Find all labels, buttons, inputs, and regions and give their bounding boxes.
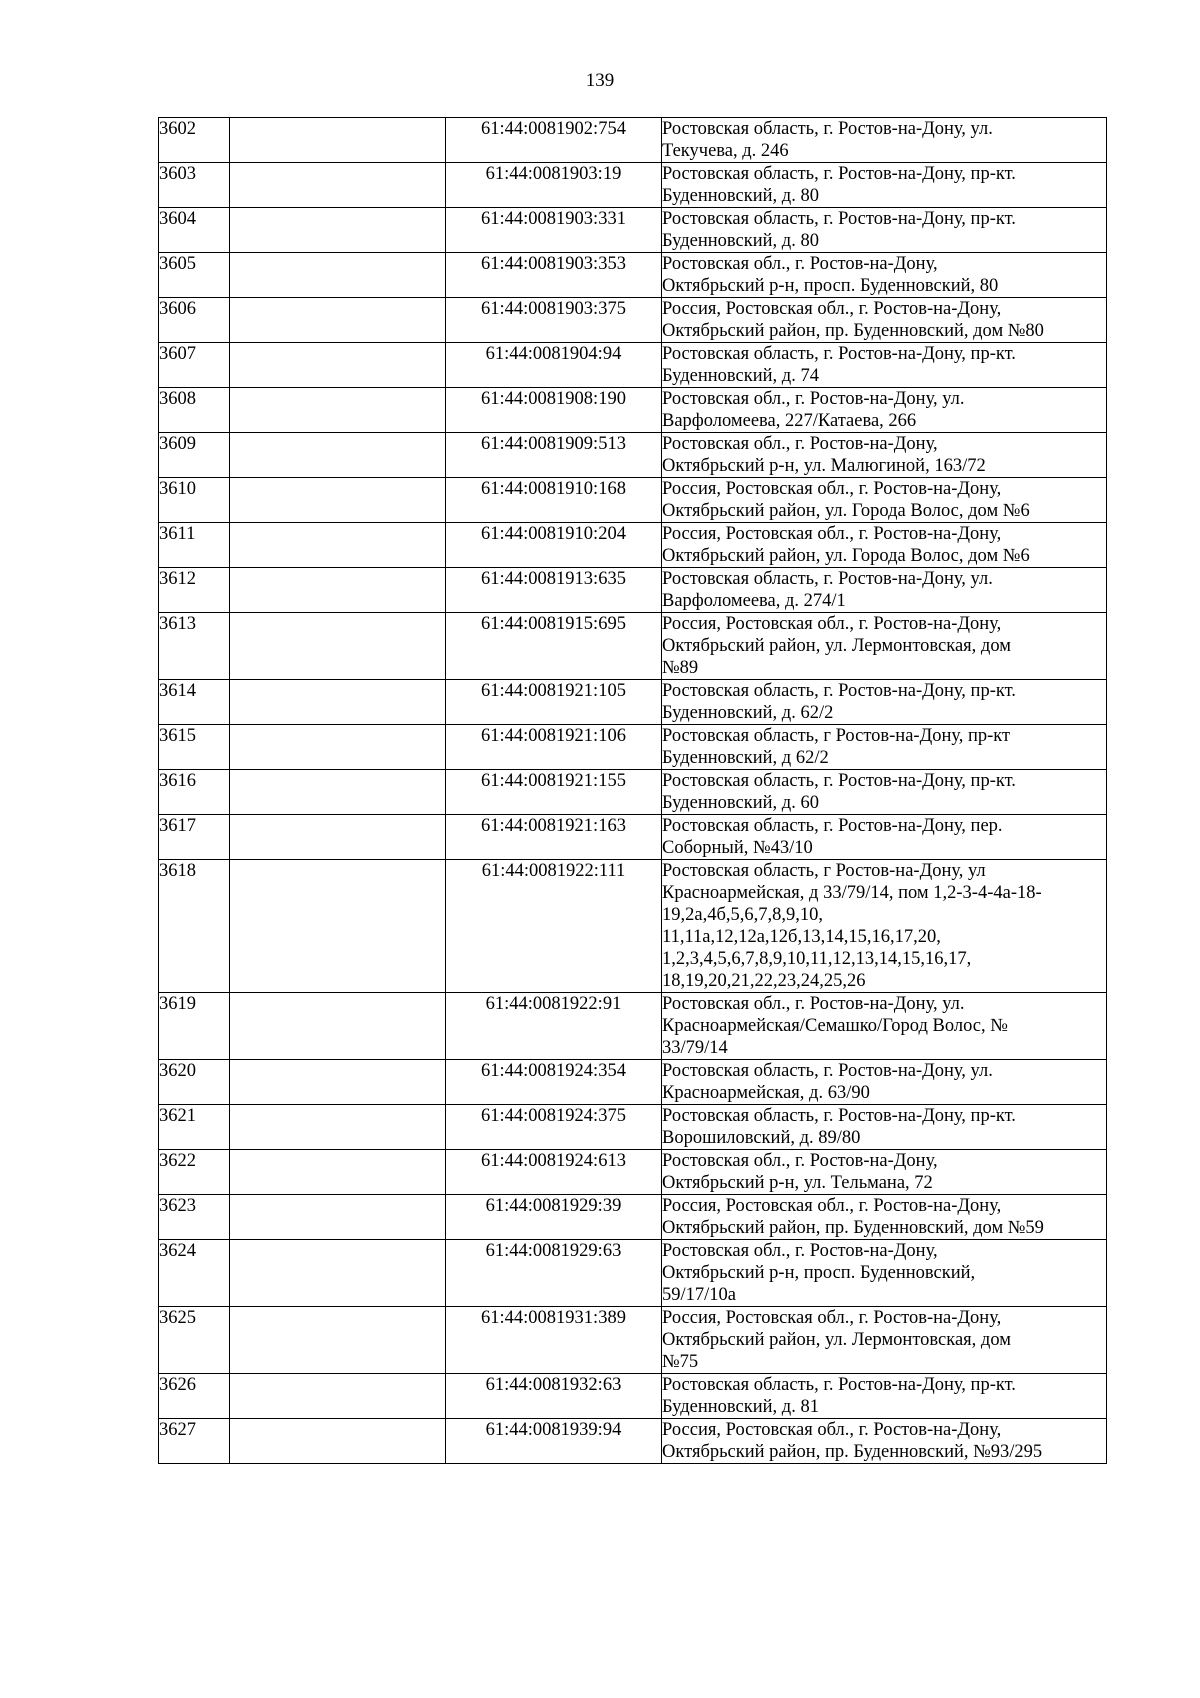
address-line: Буденновский, д. 60 — [662, 793, 819, 813]
address-line: №89 — [662, 658, 699, 678]
empty-cell — [230, 1195, 446, 1240]
address-line: Текучева, д. 246 — [662, 141, 789, 161]
cadastral-number: 61:44:0081931:389 — [446, 1307, 662, 1374]
table-row — [159, 1105, 1107, 1150]
empty-cell — [230, 770, 446, 815]
address-line: 33/79/14 — [662, 1038, 728, 1058]
cadastral-number: 61:44:0081921:155 — [446, 770, 662, 815]
address-line: Буденновский, д. 62/2 — [662, 703, 834, 723]
cadastral-number: 61:44:0081921:163 — [446, 815, 662, 860]
address-cell — [662, 298, 1107, 343]
row-number: 3604 — [159, 208, 230, 253]
cadastral-number: 61:44:0081929:39 — [446, 1195, 662, 1240]
address-line: Октябрьский район, ул. Лермонтовская, дом — [662, 1330, 1011, 1350]
address-line: Ростовская обл., г. Ростов-на-Дону, — [662, 1151, 938, 1171]
table-row — [159, 523, 1107, 568]
address-cell — [662, 993, 1107, 1060]
empty-cell — [230, 1307, 446, 1374]
empty-cell — [230, 478, 446, 523]
address-cell — [662, 523, 1107, 568]
row-number: 3605 — [159, 253, 230, 298]
row-number: 3617 — [159, 815, 230, 860]
row-number: 3612 — [159, 568, 230, 613]
address-cell — [662, 568, 1107, 613]
address-line: Россия, Ростовская обл., г. Ростов-на-Дону, — [662, 1196, 1002, 1216]
address-line: Ворошиловский, д. 89/80 — [662, 1128, 861, 1148]
address-line: Красноармейская, д. 63/90 — [662, 1083, 870, 1103]
address-line: Ростовская область, г. Ростов-на-Дону, ул. — [662, 1061, 993, 1081]
address-line: Буденновский, д 62/2 — [662, 748, 829, 768]
address-line: Октябрьский район, пр. Буденновский, дом №59 — [662, 1218, 1044, 1238]
cadastral-number: 61:44:0081903:19 — [446, 163, 662, 208]
row-number: 3607 — [159, 343, 230, 388]
address-cell — [662, 815, 1107, 860]
address-line: Ростовская обл., г. Ростов-на-Дону, — [662, 1241, 938, 1261]
address-cell — [662, 1060, 1107, 1105]
table-row — [159, 568, 1107, 613]
table-body — [159, 118, 1107, 1464]
address-line: Ростовская область, г. Ростов-на-Дону, ул. — [662, 569, 993, 589]
cadastral-number: 61:44:0081932:63 — [446, 1374, 662, 1419]
address-cell — [662, 1374, 1107, 1419]
address-cell — [662, 1150, 1107, 1195]
address-line: Октябрьский р-н, просп. Буденновский, 80 — [662, 276, 999, 296]
address-cell — [662, 613, 1107, 680]
table-row — [159, 680, 1107, 725]
address-line: 18,19,20,21,22,23,24,25,26 — [662, 971, 866, 991]
cadastral-number: 61:44:0081908:190 — [446, 388, 662, 433]
row-number: 3608 — [159, 388, 230, 433]
address-cell — [662, 478, 1107, 523]
cadastral-number: 61:44:0081904:94 — [446, 343, 662, 388]
address-line: Ростовская область, г Ростов-на-Дону, пр-кт — [662, 726, 1011, 746]
address-line: Ростовская обл., г. Ростов-на-Дону, ул. — [662, 994, 965, 1014]
address-line: Ростовская обл., г. Ростов-на-Дону, — [662, 434, 938, 454]
row-number: 3603 — [159, 163, 230, 208]
table-row — [159, 770, 1107, 815]
table-row — [159, 1240, 1107, 1307]
table-row — [159, 860, 1107, 993]
cadastral-number: 61:44:0081910:168 — [446, 478, 662, 523]
address-line: Россия, Ростовская обл., г. Ростов-на-Дону, — [662, 614, 1002, 634]
cadastral-number: 61:44:0081929:63 — [446, 1240, 662, 1307]
row-number: 3625 — [159, 1307, 230, 1374]
empty-cell — [230, 253, 446, 298]
empty-cell — [230, 208, 446, 253]
empty-cell — [230, 163, 446, 208]
table-row — [159, 388, 1107, 433]
table-row — [159, 1374, 1107, 1419]
address-line: 11,11а,12,12а,12б,13,14,15,16,17,20, — [662, 927, 941, 947]
row-number: 3616 — [159, 770, 230, 815]
row-number: 3621 — [159, 1105, 230, 1150]
address-line: Ростовская обл., г. Ростов-на-Дону, — [662, 254, 938, 274]
address-line: Россия, Ростовская обл., г. Ростов-на-Дону, — [662, 524, 1002, 544]
address-line: Ростовская область, г. Ростов-на-Дону, пр-кт. — [662, 344, 1016, 364]
address-line: Ростовская область, г. Ростов-на-Дону, ул. — [662, 119, 993, 139]
table-row — [159, 433, 1107, 478]
address-line: Ростовская область, г Ростов-на-Дону, ул — [662, 861, 986, 881]
cadastral-number: 61:44:0081913:635 — [446, 568, 662, 613]
cadastral-number: 61:44:0081903:353 — [446, 253, 662, 298]
row-number: 3614 — [159, 680, 230, 725]
address-line: 1,2,3,4,5,6,7,8,9,10,11,12,13,14,15,16,17, — [662, 949, 972, 969]
row-number: 3624 — [159, 1240, 230, 1307]
table-row — [159, 118, 1107, 163]
empty-cell — [230, 860, 446, 993]
row-number: 3620 — [159, 1060, 230, 1105]
empty-cell — [230, 523, 446, 568]
cadastral-number: 61:44:0081924:375 — [446, 1105, 662, 1150]
empty-cell — [230, 343, 446, 388]
empty-cell — [230, 1105, 446, 1150]
address-line: Ростовская область, г. Ростов-на-Дону, пр-кт. — [662, 1375, 1016, 1395]
address-line: Варфоломеева, д. 274/1 — [662, 591, 846, 611]
address-cell — [662, 725, 1107, 770]
address-line: Ростовская область, г. Ростов-на-Дону, пер. — [662, 816, 1003, 836]
address-line: Октябрьский район, ул. Лермонтовская, дом — [662, 636, 1011, 656]
cadastral-number: 61:44:0081924:354 — [446, 1060, 662, 1105]
empty-cell — [230, 815, 446, 860]
empty-cell — [230, 388, 446, 433]
row-number: 3618 — [159, 860, 230, 993]
row-number: 3619 — [159, 993, 230, 1060]
table-row — [159, 815, 1107, 860]
address-line: Буденновский, д. 80 — [662, 231, 819, 251]
row-number: 3626 — [159, 1374, 230, 1419]
table-row — [159, 725, 1107, 770]
address-line: Ростовская обл., г. Ростов-на-Дону, ул. — [662, 389, 965, 409]
empty-cell — [230, 1150, 446, 1195]
address-cell — [662, 208, 1107, 253]
cadastral-number: 61:44:0081922:91 — [446, 993, 662, 1060]
address-cell — [662, 860, 1107, 993]
address-line: Буденновский, д. 74 — [662, 366, 819, 386]
address-line: Буденновский, д. 81 — [662, 1397, 819, 1417]
cadastral-number: 61:44:0081915:695 — [446, 613, 662, 680]
address-line: Соборный, №43/10 — [662, 838, 813, 858]
address-cell — [662, 1105, 1107, 1150]
empty-cell — [230, 568, 446, 613]
empty-cell — [230, 1060, 446, 1105]
address-cell — [662, 680, 1107, 725]
address-line: Россия, Ростовская обл., г. Ростов-на-Дону, — [662, 299, 1002, 319]
cadastral-number: 61:44:0081909:513 — [446, 433, 662, 478]
address-cell — [662, 253, 1107, 298]
empty-cell — [230, 725, 446, 770]
address-line: Россия, Ростовская обл., г. Ростов-на-Дону, — [662, 1308, 1002, 1328]
address-line: Октябрьский район, пр. Буденновский, дом №80 — [662, 321, 1044, 341]
address-line: Россия, Ростовская обл., г. Ростов-на-Дону, — [662, 479, 1002, 499]
table-row — [159, 1150, 1107, 1195]
address-line: Ростовская область, г. Ростов-на-Дону, пр-кт. — [662, 209, 1016, 229]
empty-cell — [230, 1240, 446, 1307]
address-cell — [662, 118, 1107, 163]
address-line: Ростовская область, г. Ростов-на-Дону, пр-кт. — [662, 1106, 1016, 1126]
address-line: Красноармейская, д 33/79/14, пом 1,2-3-4-4а-18- — [662, 883, 1042, 903]
table-row — [159, 343, 1107, 388]
cadastral-number: 61:44:0081924:613 — [446, 1150, 662, 1195]
row-number: 3606 — [159, 298, 230, 343]
cadastral-number: 61:44:0081903:331 — [446, 208, 662, 253]
table-row — [159, 993, 1107, 1060]
address-line: Варфоломеева, 227/Катаева, 266 — [662, 411, 917, 431]
row-number: 3627 — [159, 1419, 230, 1464]
empty-cell — [230, 118, 446, 163]
empty-cell — [230, 1374, 446, 1419]
address-cell — [662, 1307, 1107, 1374]
cadastral-number: 61:44:0081903:375 — [446, 298, 662, 343]
address-line: Красноармейская/Семашко/Город Волос, № — [662, 1016, 1008, 1036]
row-number: 3615 — [159, 725, 230, 770]
address-cell — [662, 388, 1107, 433]
address-line: Россия, Ростовская обл., г. Ростов-на-Дону, — [662, 1420, 1002, 1440]
address-line: Октябрьский район, ул. Города Волос, дом №6 — [662, 501, 1030, 521]
cadastral-number: 61:44:0081939:94 — [446, 1419, 662, 1464]
row-number: 3602 — [159, 118, 230, 163]
table-row — [159, 163, 1107, 208]
address-line: 59/17/10а — [662, 1285, 736, 1305]
table-row — [159, 613, 1107, 680]
cadastral-number: 61:44:0081921:106 — [446, 725, 662, 770]
empty-cell — [230, 433, 446, 478]
address-line: Буденновский, д. 80 — [662, 186, 819, 206]
table-row — [159, 298, 1107, 343]
address-line: Октябрьский район, ул. Города Волос, дом №6 — [662, 546, 1030, 566]
cadastral-number: 61:44:0081902:754 — [446, 118, 662, 163]
table-row — [159, 1060, 1107, 1105]
empty-cell — [230, 680, 446, 725]
empty-cell — [230, 1419, 446, 1464]
address-line: Октябрьский район, пр. Буденновский, №93/295 — [662, 1442, 1043, 1462]
table-row — [159, 1307, 1107, 1374]
address-line: Октябрьский р-н, ул. Малюгиной, 163/72 — [662, 456, 986, 476]
address-line: Ростовская область, г. Ростов-на-Дону, пр-кт. — [662, 771, 1016, 791]
empty-cell — [230, 993, 446, 1060]
row-number: 3611 — [159, 523, 230, 568]
cadastral-number: 61:44:0081921:105 — [446, 680, 662, 725]
address-cell — [662, 163, 1107, 208]
table-row — [159, 253, 1107, 298]
cadastral-number: 61:44:0081910:204 — [446, 523, 662, 568]
table-row — [159, 1195, 1107, 1240]
address-cell — [662, 1419, 1107, 1464]
row-number: 3622 — [159, 1150, 230, 1195]
row-number: 3610 — [159, 478, 230, 523]
empty-cell — [230, 613, 446, 680]
address-line: Октябрьский р-н, ул. Тельмана, 72 — [662, 1173, 933, 1193]
cadastral-number: 61:44:0081922:111 — [446, 860, 662, 993]
address-line: Октябрьский р-н, просп. Буденновский, — [662, 1263, 976, 1283]
address-cell — [662, 343, 1107, 388]
row-number: 3613 — [159, 613, 230, 680]
property-table — [158, 117, 1107, 1464]
address-cell — [662, 770, 1107, 815]
address-line: Ростовская область, г. Ростов-на-Дону, пр-кт. — [662, 681, 1016, 701]
address-cell — [662, 433, 1107, 478]
row-number: 3623 — [159, 1195, 230, 1240]
table-row — [159, 478, 1107, 523]
address-line: Ростовская область, г. Ростов-на-Дону, пр-кт. — [662, 164, 1016, 184]
page-number: 139 — [585, 70, 615, 91]
row-number: 3609 — [159, 433, 230, 478]
address-cell — [662, 1240, 1107, 1307]
empty-cell — [230, 298, 446, 343]
address-line: №75 — [662, 1352, 699, 1372]
table-row — [159, 1419, 1107, 1464]
address-cell — [662, 1195, 1107, 1240]
table-row — [159, 208, 1107, 253]
address-line: 19,2а,4б,5,6,7,8,9,10, — [662, 905, 823, 925]
